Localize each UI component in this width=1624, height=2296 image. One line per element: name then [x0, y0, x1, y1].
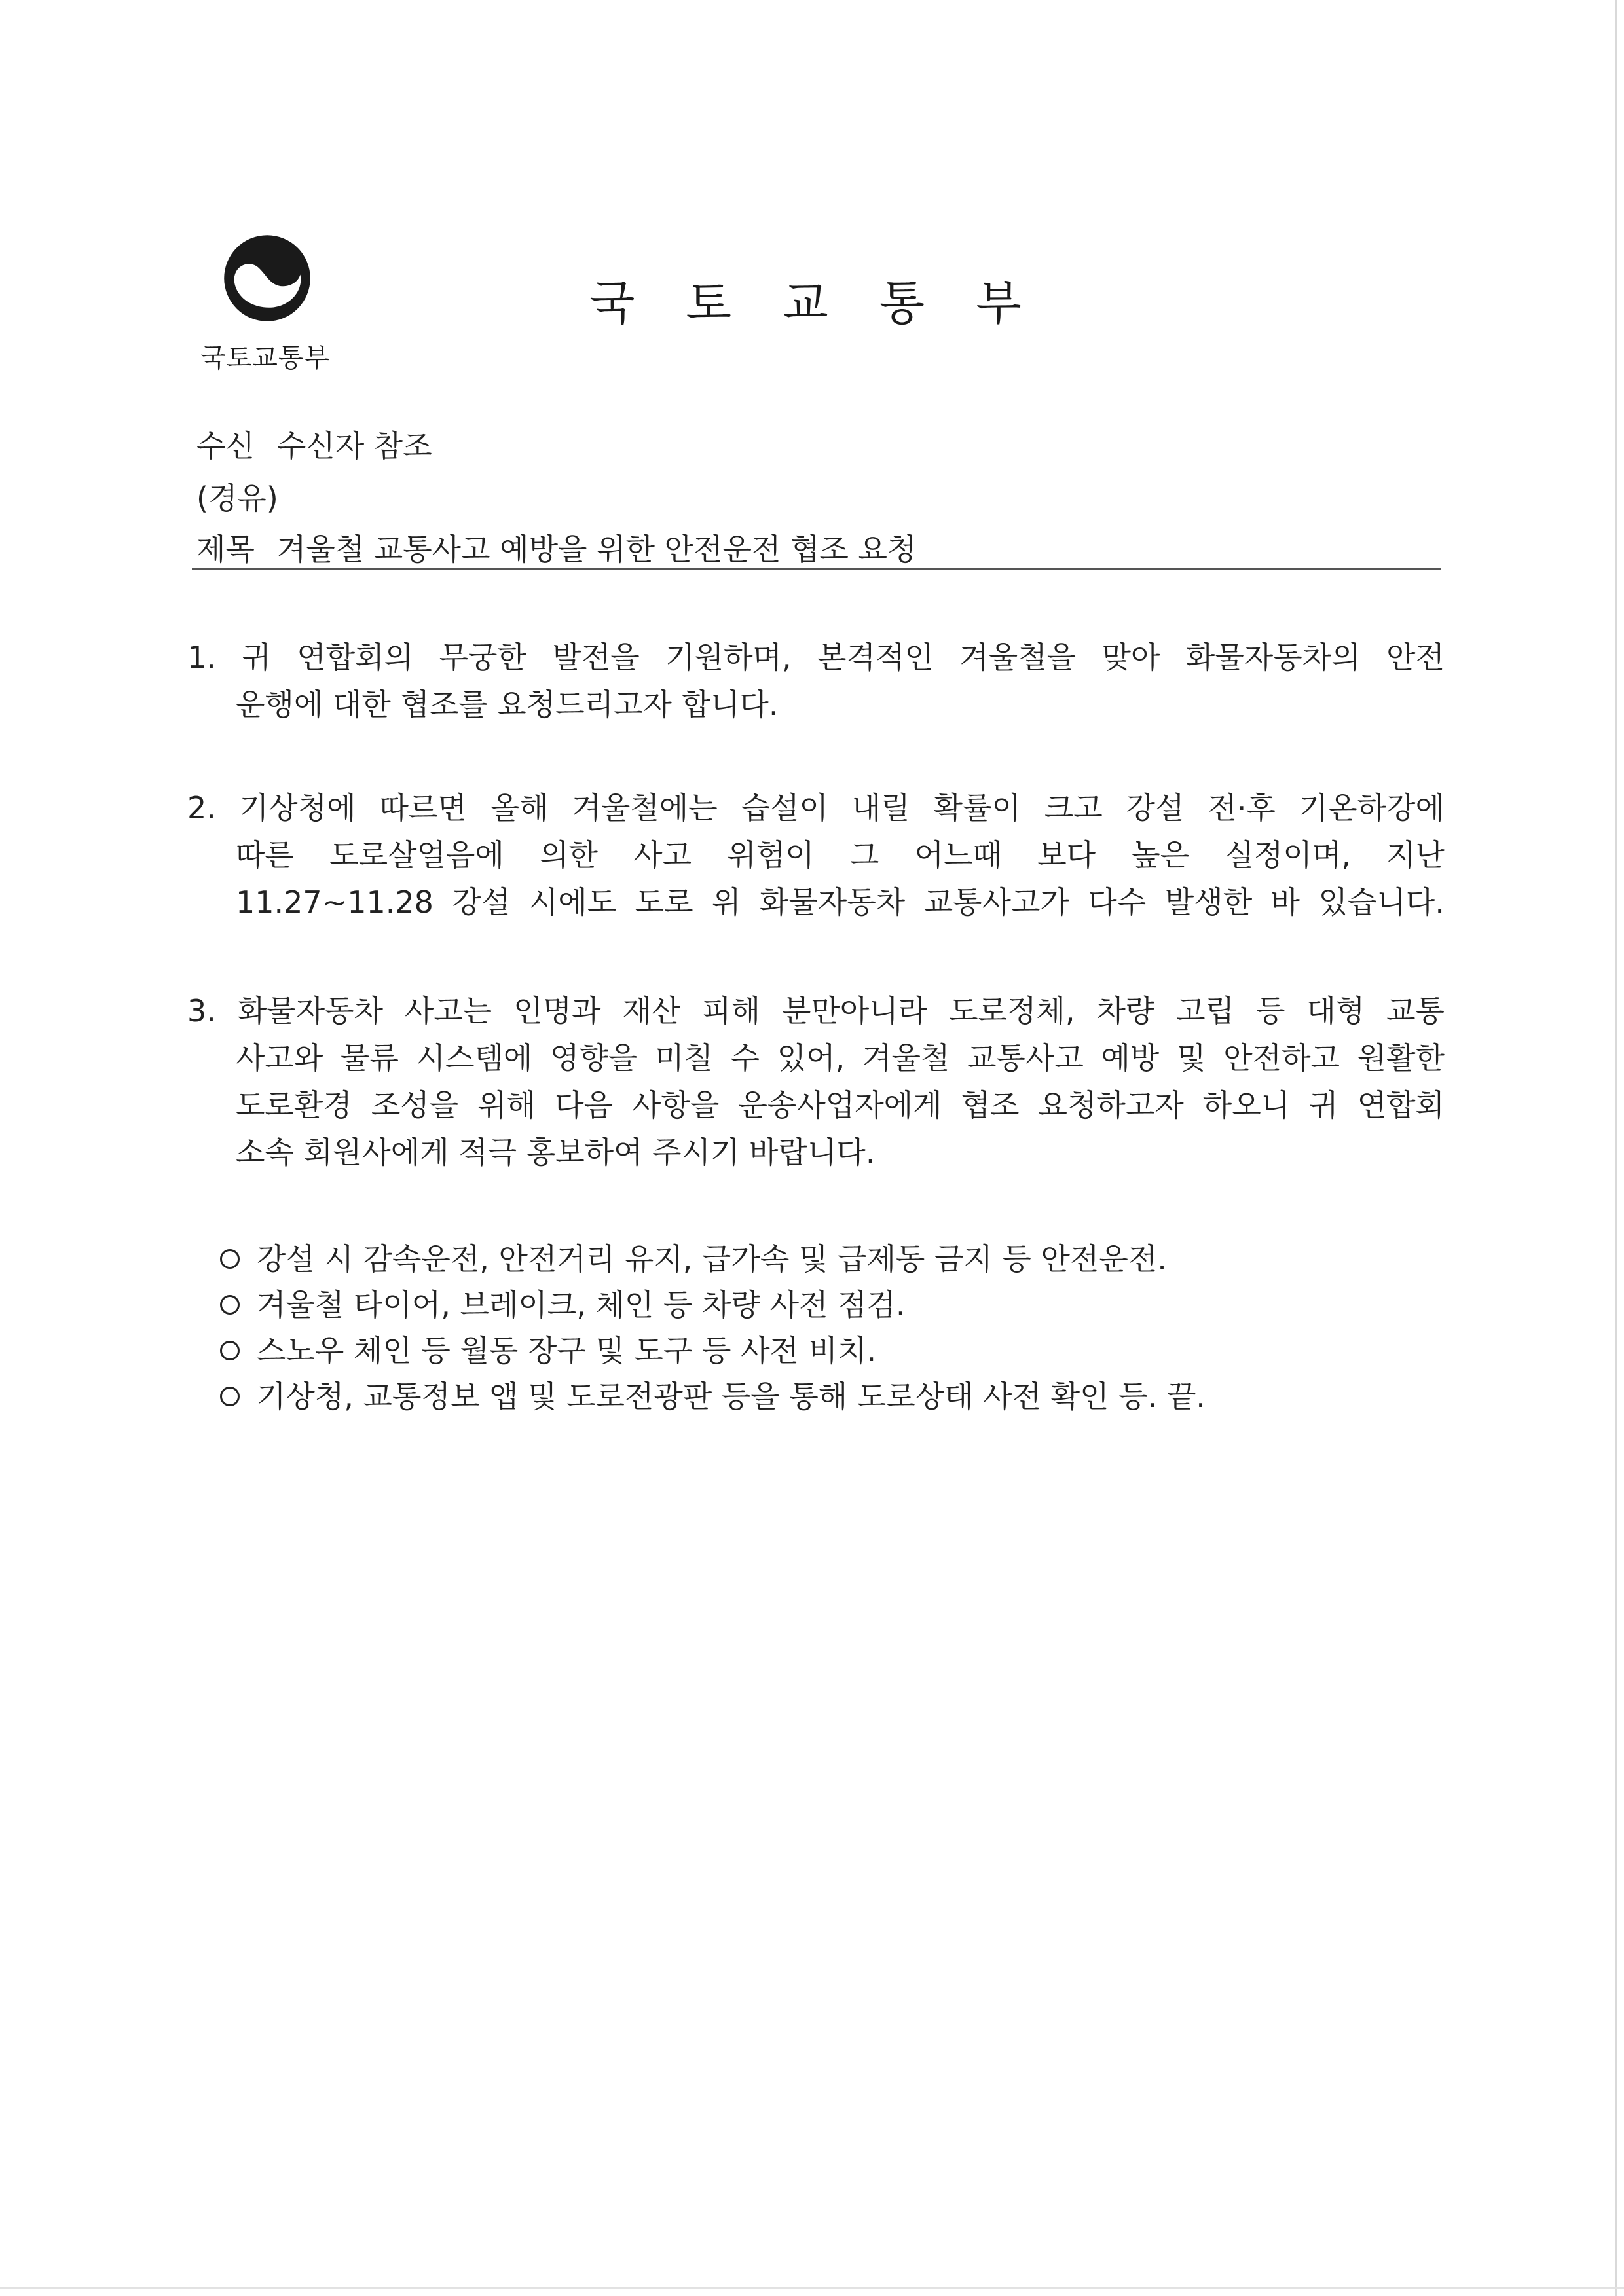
paragraph-line: 1. 귀 연합회의 무궁한 발전을 기원하며, 본격적인 겨울철을 맞아 화물자동차의 안전	[187, 640, 1445, 675]
list-item	[220, 1236, 1399, 1282]
subject-label: 제목	[196, 532, 255, 567]
list-item-text: 스노우 체인 등 월동 장구 및 도구 등 사전 비치.	[257, 1333, 877, 1368]
circle-bullet-icon	[220, 1341, 240, 1360]
via-line	[196, 475, 278, 518]
paragraph-line: 3. 화물자동차 사고는 인명과 재산 피해 분만아니라 도로정체, 차량 고립 등 대형 교통	[187, 993, 1445, 1029]
paragraph-line: 사고와 물류 시스템에 영향을 미칠 수 있어, 겨울철 교통사고 예방 및 안전하고 원활한	[236, 1040, 1445, 1076]
subject-line	[196, 526, 916, 569]
logo-wordmark: 국토교통부	[200, 343, 331, 373]
recipient-value: 수신자 참조	[276, 428, 432, 464]
list-item-text: 기상청, 교통정보 앱 및 도로전광판 등을 통해 도로상태 사전 확인 등. 끝.	[257, 1379, 1206, 1414]
scan-edge-bottom	[0, 2287, 1624, 2289]
ministry-logo	[196, 226, 354, 376]
paragraph-line: 도로환경 조성을 위해 다음 사항을 운송사업자에게 협조 요청하고자 하오니 귀 연합회	[236, 1087, 1445, 1123]
taegeuk-emblem-icon	[221, 232, 313, 324]
paragraph-line: 따른 도로살얼음에 의한 사고 위험이 그 어느때 보다 높은 실정이며, 지난	[236, 837, 1445, 873]
document-title: 국토교통부	[589, 276, 1073, 331]
list-item	[220, 1328, 1399, 1374]
paragraph-line: 운행에 대한 협조를 요청드리고자 합니다.	[236, 687, 779, 722]
list-item-text: 강설 시 감속운전, 안전거리 유지, 급가속 및 급제동 금지 등 안전운전.	[257, 1241, 1167, 1277]
paragraph-1	[187, 634, 1445, 728]
via-label: (경유)	[196, 481, 278, 516]
paragraph-line: 11.27~11.28 강설 시에도 도로 위 화물자동차 교통사고가 다수 발생한 바 있습니다.	[236, 884, 1445, 920]
subject-value: 겨울철 교통사고 예방을 위한 안전운전 협조 요청	[276, 532, 917, 567]
paragraph-2	[187, 784, 1445, 926]
paragraph-line: 소속 회원사에게 적극 홍보하여 주시기 바랍니다.	[236, 1135, 876, 1170]
list-item	[220, 1282, 1399, 1328]
recipient-label: 수신	[196, 428, 255, 464]
scan-edge-right	[1615, 0, 1617, 2296]
list-item	[220, 1374, 1399, 1419]
bullet-list	[220, 1236, 1399, 1419]
header-divider	[192, 568, 1441, 570]
paragraph-line: 2. 기상청에 따르면 올해 겨울철에는 습설이 내릴 확률이 크고 강설 전·후 기온하강에	[187, 790, 1445, 826]
recipient-line	[196, 422, 432, 465]
list-item-text: 겨울철 타이어, 브레이크, 체인 등 차량 사전 점검.	[257, 1287, 906, 1322]
circle-bullet-icon	[220, 1387, 240, 1406]
paragraph-3	[187, 987, 1445, 1176]
circle-bullet-icon	[220, 1295, 240, 1315]
circle-bullet-icon	[220, 1249, 240, 1269]
